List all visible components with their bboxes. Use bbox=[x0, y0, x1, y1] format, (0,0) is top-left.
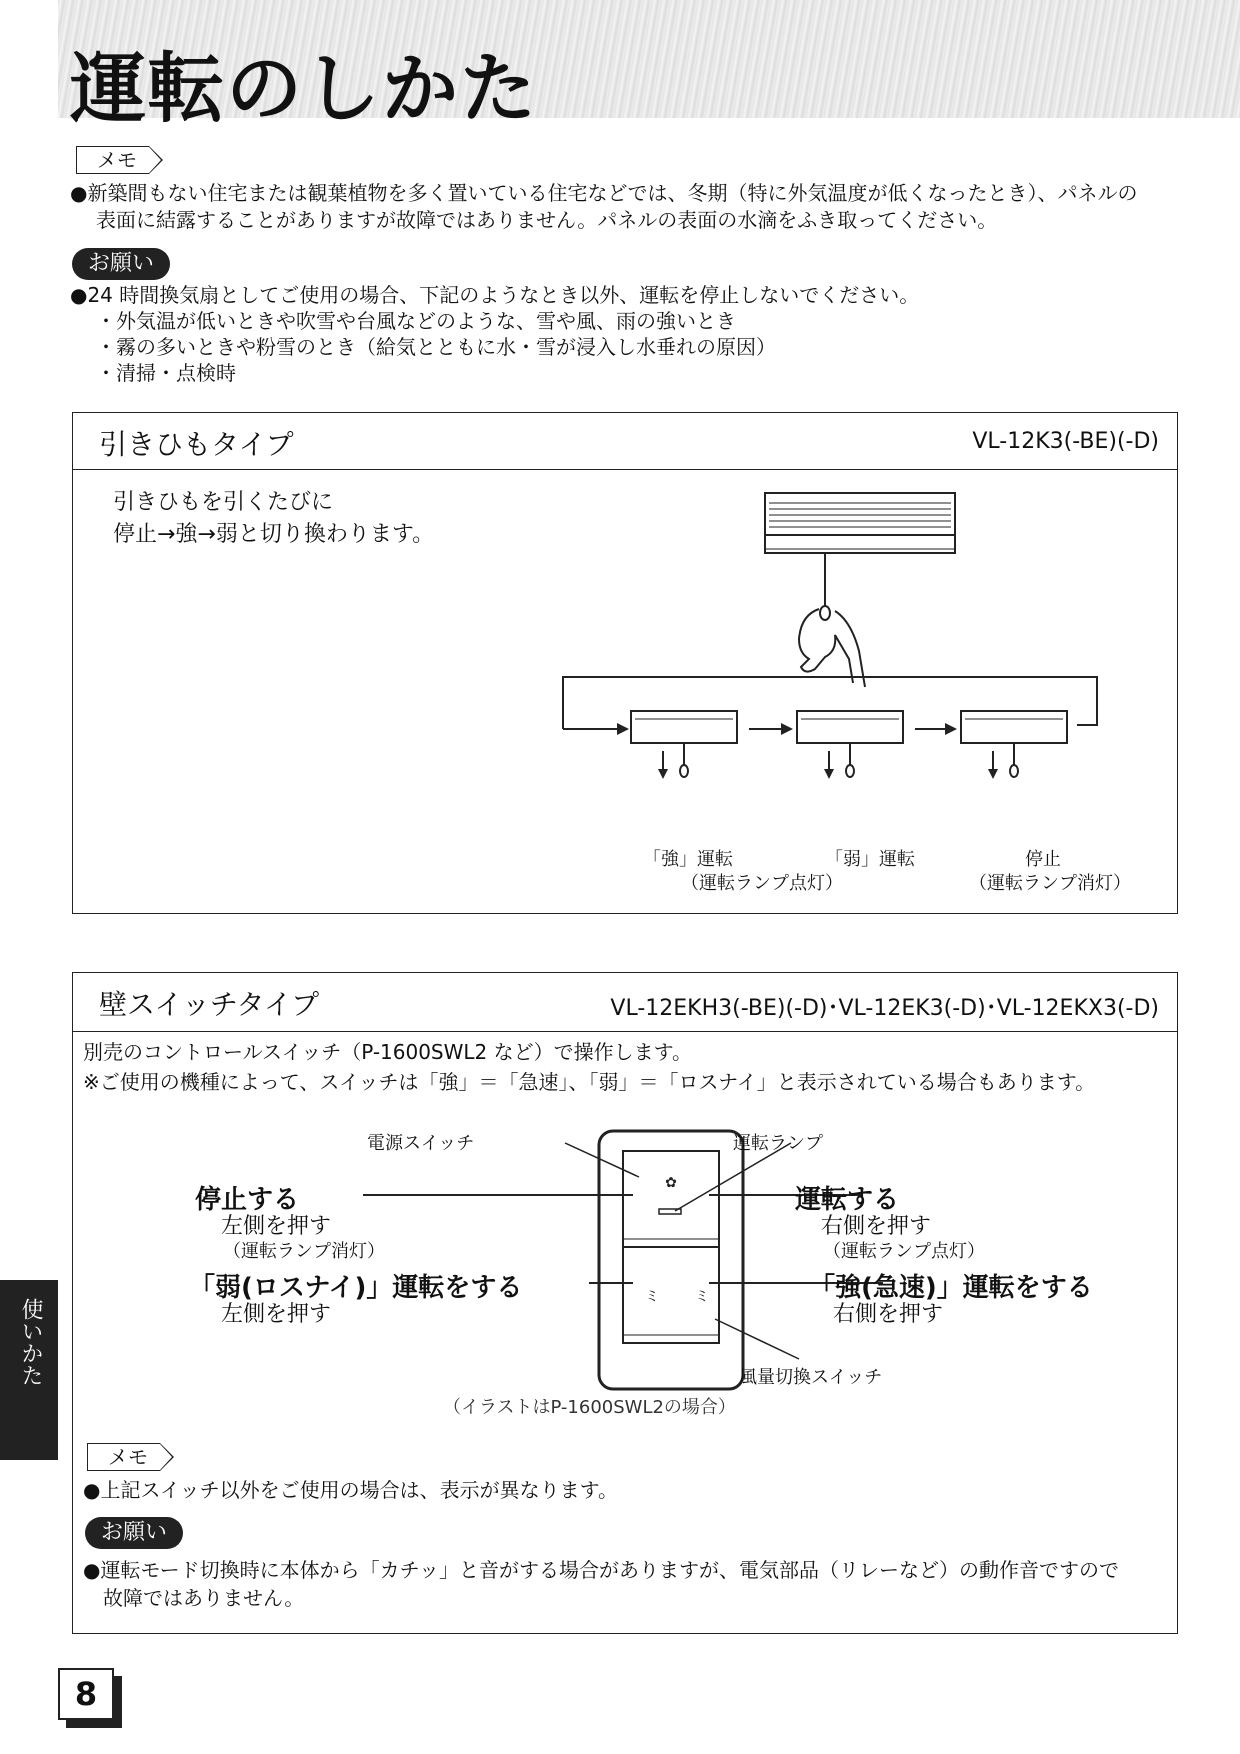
memo-text-line: ●上記スイッチ以外をご使用の場合は、表示が異なります。 bbox=[83, 1478, 619, 1502]
request-item: ・清掃・点検時 bbox=[96, 361, 236, 385]
request-text-line: ●運転モード切換時に本体から「カチッ」と音がする場合がありますが、電気部品（リレーなど）の動作音ですので bbox=[83, 1558, 1120, 1582]
strong-sub: 右側を押す bbox=[833, 1302, 944, 1327]
run-sub: 右側を押す bbox=[821, 1214, 932, 1239]
wall-switch-note: ※ご使用の機種によって、スイッチは「強」＝「急速」、「弱」＝「ロスナイ」と表示されている場合もあります。 bbox=[83, 1070, 1096, 1094]
memo-tag: メモ bbox=[87, 1443, 160, 1471]
state-cycle-diagram bbox=[553, 675, 1173, 835]
memo-tag: メモ bbox=[76, 146, 149, 174]
memo-text-line: ●新築間もない住宅または観葉植物を多く置いている住宅などでは、冬期（特に外気温度が低くなったとき）、パネルの bbox=[70, 181, 1138, 205]
page-title: 運転のしかた bbox=[70, 44, 538, 133]
side-tab bbox=[0, 1280, 58, 1460]
power-switch-label: 電源スイッチ bbox=[367, 1133, 475, 1154]
state-label-weak: 「弱」運転 bbox=[825, 849, 915, 870]
request-item: ・外気温が低いときや吹雪や台風などのような、雪や風、雨の強いとき bbox=[96, 309, 736, 333]
state-label-stop: 停止 bbox=[1025, 849, 1061, 870]
side-tab-label: 使いかた bbox=[18, 1298, 43, 1386]
pull-cord-desc: 引きひもを引くたびに bbox=[113, 490, 334, 515]
wall-switch-desc: 別売のコントロールスイッチ（P-1600SWL2 など）で操作します。 bbox=[83, 1040, 693, 1064]
pull-cord-unit-illustration bbox=[763, 491, 1063, 691]
run-label: 運転する bbox=[795, 1185, 900, 1215]
illustration-caption: （イラストはP-1600SWL2の場合） bbox=[443, 1397, 736, 1418]
section-title: 壁スイッチタイプ bbox=[99, 988, 320, 1021]
svg-text:✿: ✿ bbox=[665, 1175, 677, 1191]
wall-switch-section bbox=[72, 972, 1178, 1634]
weak-label: 「弱(ロスナイ)」運転をする bbox=[189, 1273, 523, 1303]
request-tag: お願い bbox=[85, 1517, 183, 1549]
lamp-label: 運転ランプ bbox=[733, 1133, 823, 1154]
fan-switch-label: 風量切換スイッチ bbox=[739, 1367, 883, 1388]
run-note: （運転ランプ点灯） bbox=[823, 1241, 985, 1262]
pull-cord-desc: 停止→強→弱と切り換わります。 bbox=[113, 522, 435, 547]
memo-text-line: 表面に結露することがありますが故障ではありません。パネルの表面の水滴をふき取ってください。 bbox=[96, 208, 998, 232]
unit-stop bbox=[961, 711, 1067, 779]
model-number: VL-12EKH3(-BE)(-D)･VL-12EK3(-D)･VL-12EKX3(-D) bbox=[610, 996, 1159, 1021]
section-title: 引きひもタイプ bbox=[99, 428, 294, 461]
model-number: VL-12K3(-BE)(-D) bbox=[972, 429, 1159, 454]
lamp-off-note: （運転ランプ消灯） bbox=[969, 873, 1131, 894]
request-tag: お願い bbox=[72, 248, 170, 280]
lamp-on-note: （運転ランプ点灯） bbox=[681, 873, 843, 894]
weak-sub: 左側を押す bbox=[221, 1302, 332, 1327]
strong-label: 「強(急速)」運転をする bbox=[809, 1273, 1093, 1303]
unit-weak bbox=[797, 711, 903, 779]
svg-text:ミ: ミ bbox=[695, 1289, 709, 1305]
section-header bbox=[73, 973, 1177, 1032]
unit-strong bbox=[631, 711, 737, 779]
stop-sub: 左側を押す bbox=[221, 1214, 332, 1239]
stop-label: 停止する bbox=[195, 1185, 300, 1215]
request-text-line: 故障ではありません。 bbox=[103, 1586, 305, 1610]
stop-note: （運転ランプ消灯） bbox=[223, 1241, 385, 1262]
svg-text:ミ: ミ bbox=[645, 1289, 659, 1305]
request-item: ・霧の多いときや粉雪のとき（給気とともに水・雪が浸入し水垂れの原因） bbox=[96, 335, 776, 359]
control-switch-illustration bbox=[193, 1123, 1173, 1403]
state-label-strong: 「強」運転 bbox=[643, 849, 733, 870]
page-number: 8 bbox=[58, 1668, 114, 1720]
section-header bbox=[73, 413, 1177, 470]
pull-cord-section bbox=[72, 412, 1178, 914]
request-text-line: ●24 時間換気扇としてご使用の場合、下記のようなとき以外、運転を停止しないでください。 bbox=[70, 283, 920, 307]
